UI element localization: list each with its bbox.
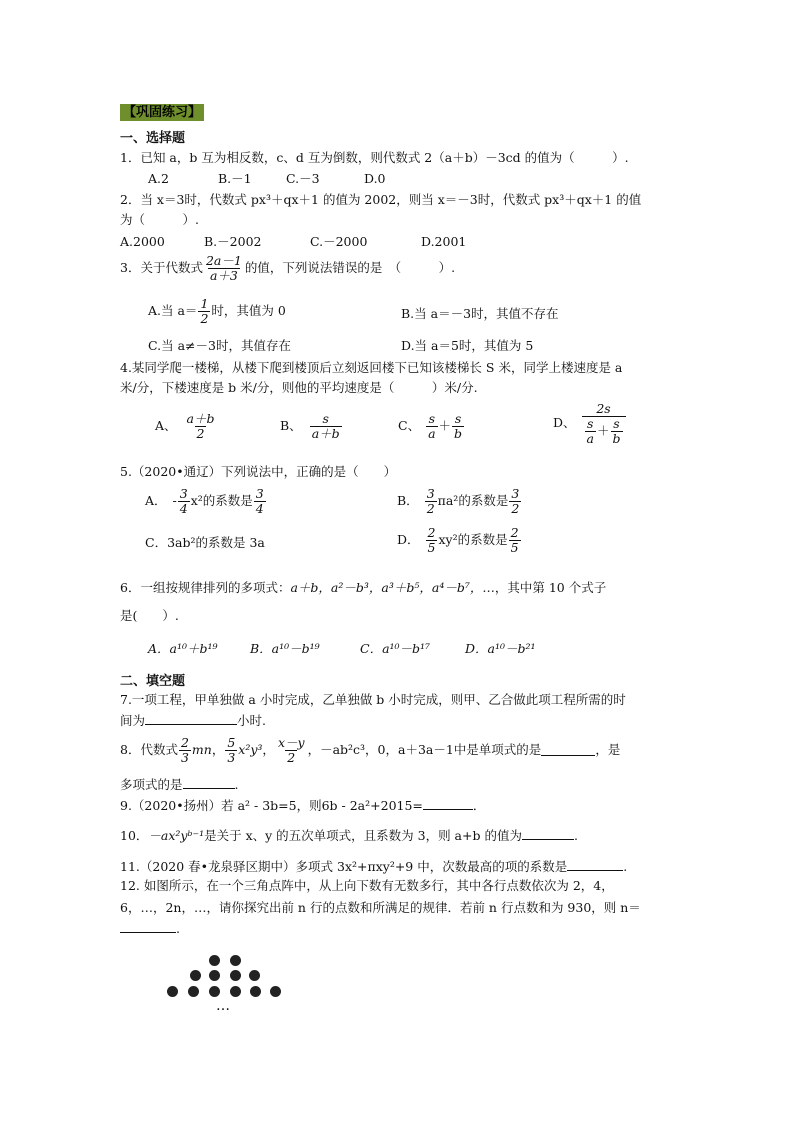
dot (230, 986, 241, 997)
q10-stem: 10．－ax²yᵇ⁻¹是关于 x、y 的五次单项式，且系数为 3，则 a+b 的值为 . (120, 828, 578, 843)
q8-stem-line2: 多项式的是 . (120, 777, 239, 792)
dot (270, 986, 281, 997)
q3-option-c: C.当 a≠－3时，其值存在 (148, 338, 291, 353)
dot (230, 970, 241, 981)
dot-ellipsis: … (216, 998, 230, 1014)
q10-answer-blank[interactable] (522, 829, 574, 840)
q12-stem-line3: . (120, 922, 180, 936)
q4-option-c: C、 $\frac{s}{a}$ ＋ $\frac{s}{b}$ (398, 411, 463, 441)
q8-stem-line1: 8．代数式 $\frac{2}{3}$ mn ， $\frac{5}{3}$ x²y³ ， $\frac{x-y}{2}$ ，－ab²c³，0，a＋3a－1中是单项式的是 ，是 (120, 735, 621, 765)
dot (188, 986, 199, 997)
q3-option-d: D.当 a＝5时，其值为 5 (401, 338, 534, 353)
dot (209, 986, 220, 997)
q6-option-d: D．a¹⁰－b²¹ (465, 641, 536, 656)
dot (209, 955, 220, 966)
q4-option-a: A、 $\frac{a+b}{2}$ (155, 411, 215, 441)
q3-stem: 3．关于代数式 $\frac{2a-1}{a+3}$ 的值，下列说法错误的是 （ ）. (120, 253, 456, 283)
q7-answer-blank[interactable] (145, 714, 237, 725)
q4-option-b: B、 $\frac{s}{a+b}$ (280, 411, 340, 441)
q5-option-d: D． $\frac{2}{5}$ xy²的系数是 $\frac{2}{5}$ (397, 525, 519, 555)
q5-stem: 5.（2020•通辽）下列说法中，正确的是（ ） (120, 464, 397, 479)
dot (230, 955, 241, 966)
q6-stem-line2: 是( ）. (120, 608, 179, 623)
q2-stem-line1: 2．当 x＝3时，代数式 px³＋qx＋1 的值为 2002，则当 x＝－3时，代数式 px³＋qx＋1 的值 (120, 192, 642, 207)
q11-answer-blank[interactable] (567, 860, 623, 871)
section-choice-title: 一、选择题 (120, 131, 186, 146)
q1-stem: 1．已知 a，b 互为相反数，c、d 互为倒数，则代数式 2（a＋b）－3cd 的值为（ ）. (120, 150, 629, 165)
q4-stem-line2: 米/分，下楼速度是 b 米/分，则他的平均速度是（ ）米/分. (120, 380, 478, 395)
dot (250, 986, 261, 997)
q4-option-d: D、 2s $\frac{s}{a}$ ＋ $\frac{s}{b}$ (553, 402, 627, 445)
q6-option-c: C．a¹⁰－b¹⁷ (360, 641, 431, 656)
section-tag: 【巩固练习】 (120, 104, 204, 121)
q1-option-d: D.0 (364, 171, 386, 186)
q8-answer-blank-1[interactable] (541, 745, 595, 756)
q5-option-c: C．3ab²的系数是 3a (145, 535, 265, 550)
dot (167, 986, 178, 997)
q7-stem-line1: 7.一项工程，甲单独做 a 小时完成，乙单独做 b 小时完成，则甲、乙合做此项工程所需的时 (120, 692, 626, 707)
q9-stem: 9.（2020•扬州）若 a² - 3b=5，则6b - 2a²+2015= ． (120, 798, 486, 813)
q6-stem-line1: 6．一组按规律排列的多项式：a＋b，a²－b³，a³＋b⁵，a⁴－b⁷，…，其中第 10 个式子 (120, 580, 607, 595)
q3-option-a: A.当 a＝ $\frac{1}{2}$ 时，其值为 0 (148, 296, 286, 326)
q1-option-b: B.－1 (218, 171, 252, 186)
q5-option-a: A． - $\frac{3}{4}$ x²的系数是 $\frac{3}{4}$ (145, 486, 264, 516)
q12-stem-line2: 6，…，2n，…，请你探究出前 n 行的点数和所满足的规律．若前 n 行点数和为 930，则 n＝ (120, 900, 641, 915)
q1-option-a: A.2 (148, 171, 169, 186)
section-fill-title: 二、填空题 (120, 674, 186, 689)
q3-option-b: B.当 a＝－3时，其值不存在 (401, 306, 559, 321)
q2-option-a: A.2000 (120, 234, 165, 249)
q8-answer-blank-2[interactable] (183, 778, 235, 789)
q12-answer-blank[interactable] (120, 922, 176, 933)
dot (190, 970, 201, 981)
q2-option-c: C.－2000 (310, 234, 368, 249)
q1-option-c: C.－3 (286, 171, 320, 186)
q6-option-b: B．a¹⁰－b¹⁹ (250, 641, 320, 656)
q2-option-b: B.－2002 (204, 234, 262, 249)
q9-answer-blank[interactable] (423, 799, 473, 810)
dot (209, 970, 220, 981)
q4-stem-line1: 4.某同学爬一楼梯，从楼下爬到楼顶后立刻返回楼下已知该楼梯长 S 米，同学上楼速度是 a (120, 360, 623, 375)
q11-stem: 11.（2020 春•龙泉驿区期中）多项式 3x²+πxy²+9 中，次数最高的项的系数是 . (120, 859, 628, 874)
q2-stem-line2: 为（ ）. (120, 212, 199, 227)
q12-stem-line1: 12. 如图所示，在一个三角点阵中，从上向下数有无数多行，其中各行点数依次为 2，4， (120, 878, 614, 893)
q3-fraction: $\frac{2a-1}{a+3}$ (205, 253, 242, 283)
q2-option-d: D.2001 (421, 234, 467, 249)
q7-stem-line2: 间为 小时. (120, 713, 266, 728)
q6-option-a: A．a¹⁰＋b¹⁹ (148, 641, 218, 656)
q5-option-b: B． $\frac{3}{2}$ πa²的系数是 $\frac{3}{2}$ (397, 486, 520, 516)
dot (249, 970, 260, 981)
